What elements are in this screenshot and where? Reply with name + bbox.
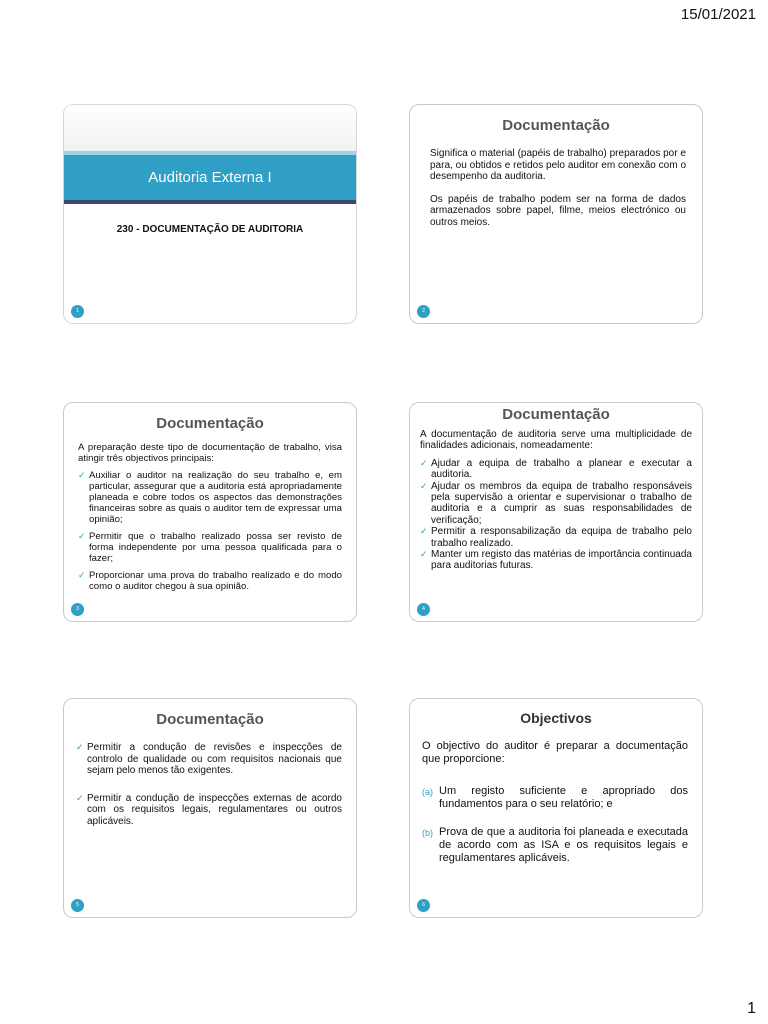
slide-3 bbox=[63, 402, 357, 622]
slide-2-paragraph: Os papéis de trabalho podem ser na forma de dados armazenados sobre papel, filme, meios electrónico ou outros meios. bbox=[430, 193, 686, 228]
slide-number: 3 bbox=[71, 603, 84, 616]
list-marker: (a) bbox=[422, 786, 433, 797]
checkmark-icon: ✓ bbox=[78, 531, 86, 541]
list-item bbox=[78, 531, 342, 564]
slide-4 bbox=[409, 402, 703, 622]
list-item-text: Prova de que a auditoria foi planeada e executada de acordo com as ISA e os requisitos legais e regulamentares aplicáveis. bbox=[439, 825, 688, 865]
list-item-text: Proporcionar uma prova do trabalho realizado e do modo como o auditor chegou à sua opinião. bbox=[89, 570, 342, 592]
list-item-text: Ajudar a equipa de trabalho a planear e executar a auditoria. bbox=[431, 457, 692, 481]
slide-6-body bbox=[422, 740, 688, 866]
slide-1-top-gradient bbox=[64, 105, 356, 151]
slide-6-intro: O objectivo do auditor é preparar a documentação que proporcione: bbox=[422, 740, 688, 766]
slide-3-body bbox=[78, 442, 342, 592]
slide-number: 4 bbox=[417, 603, 430, 616]
checkmark-icon: ✓ bbox=[420, 526, 428, 537]
list-marker: (b) bbox=[422, 827, 433, 838]
slide-1-dark-line bbox=[64, 200, 356, 204]
list-item bbox=[76, 742, 342, 777]
list-item-text: Auxiliar o auditor na realização do seu trabalho e, em particular, assegurar que a auditoria está apropriadamente planeada e cobre todos os aspectos das demonstrações financeiras sobre as quais o auditor tem de expressar uma opinião; bbox=[89, 470, 342, 525]
slide-5-list bbox=[76, 742, 342, 828]
slide-4-title: Documentação bbox=[502, 406, 610, 423]
slide-1-subtitle: 230 - DOCUMENTAÇÃO DE AUDITORIA bbox=[116, 224, 304, 235]
slide-2-title: Documentação bbox=[502, 117, 610, 134]
list-item bbox=[78, 470, 342, 525]
checkmark-icon: ✓ bbox=[78, 570, 86, 580]
slide-number: 2 bbox=[417, 305, 430, 318]
slide-2-body bbox=[430, 148, 686, 229]
list-item bbox=[420, 458, 692, 481]
checkmark-icon: ✓ bbox=[420, 480, 428, 491]
slide-1 bbox=[63, 104, 357, 324]
list-item-text: Manter um registo das matérias de importância continuada para auditorias futuras. bbox=[431, 549, 692, 572]
list-item-text: Permitir a condução de revisões e inspecções de controlo de qualidade ou com requisitos nacionais que sejam pelo menos tão exigentes. bbox=[87, 742, 342, 777]
list-item bbox=[78, 570, 342, 592]
list-item bbox=[420, 481, 692, 527]
slide-number: 5 bbox=[71, 899, 84, 912]
list-item-text: Permitir a condução de inspecções externas de acordo com os requisitos legais, regulamentares ou outros aplicáveis. bbox=[87, 792, 342, 827]
slide-6-title: Objectivos bbox=[520, 710, 592, 726]
checkmark-icon: ✓ bbox=[76, 792, 84, 803]
slide-6 bbox=[409, 698, 703, 918]
checkmark-icon: ✓ bbox=[420, 457, 428, 468]
list-item-text: Ajudar os membros da equipa de trabalho responsáveis pela supervisão a orientar e supervisionar o trabalho de auditoria e a cumprir as suas responsabilidades de verificação; bbox=[431, 480, 692, 526]
list-item bbox=[422, 785, 688, 812]
print-date: 15/01/2021 bbox=[680, 6, 756, 23]
list-item bbox=[420, 549, 692, 572]
slide-5 bbox=[63, 698, 357, 918]
slide-2-paragraph: Significa o material (papéis de trabalho) preparados por e para, ou obtidos e retidos pelo auditor em conexão com o desempenho da auditoria. bbox=[430, 148, 686, 183]
slide-5-title: Documentação bbox=[156, 711, 264, 728]
slide-number: 1 bbox=[71, 305, 84, 318]
slide-5-body bbox=[76, 742, 342, 828]
checkmark-icon: ✓ bbox=[76, 742, 84, 752]
list-item bbox=[420, 526, 692, 549]
list-item bbox=[422, 826, 688, 866]
list-item bbox=[76, 793, 342, 828]
slide-number: 6 bbox=[417, 899, 430, 912]
slide-3-title: Documentação bbox=[156, 415, 264, 432]
page-number: 1 bbox=[747, 1000, 756, 1017]
slide-4-body bbox=[420, 429, 692, 572]
slide-2 bbox=[409, 104, 703, 324]
slide-4-intro: A documentação de auditoria serve uma multiplicidade de finalidades adicionais, nomeadamente: bbox=[420, 429, 692, 452]
list-item-text: Permitir a responsabilização da equipa de trabalho pelo trabalho realizado. bbox=[431, 526, 692, 549]
checkmark-icon: ✓ bbox=[420, 549, 428, 560]
list-item-text: Um registo suficiente e apropriado dos fundamentos para o seu relatório; e bbox=[439, 784, 688, 811]
slide-3-list bbox=[78, 470, 342, 592]
checkmark-icon: ✓ bbox=[78, 470, 86, 480]
list-item-text: Permitir que o trabalho realizado possa ser revisto de forma independente por uma pessoa qualificada para o fazer; bbox=[89, 531, 342, 564]
slide-1-title: Auditoria Externa I bbox=[64, 155, 356, 200]
slide-4-list bbox=[420, 458, 692, 572]
slide-3-intro: A preparação deste tipo de documentação de trabalho, visa atingir três objectivos principais: bbox=[78, 442, 342, 464]
